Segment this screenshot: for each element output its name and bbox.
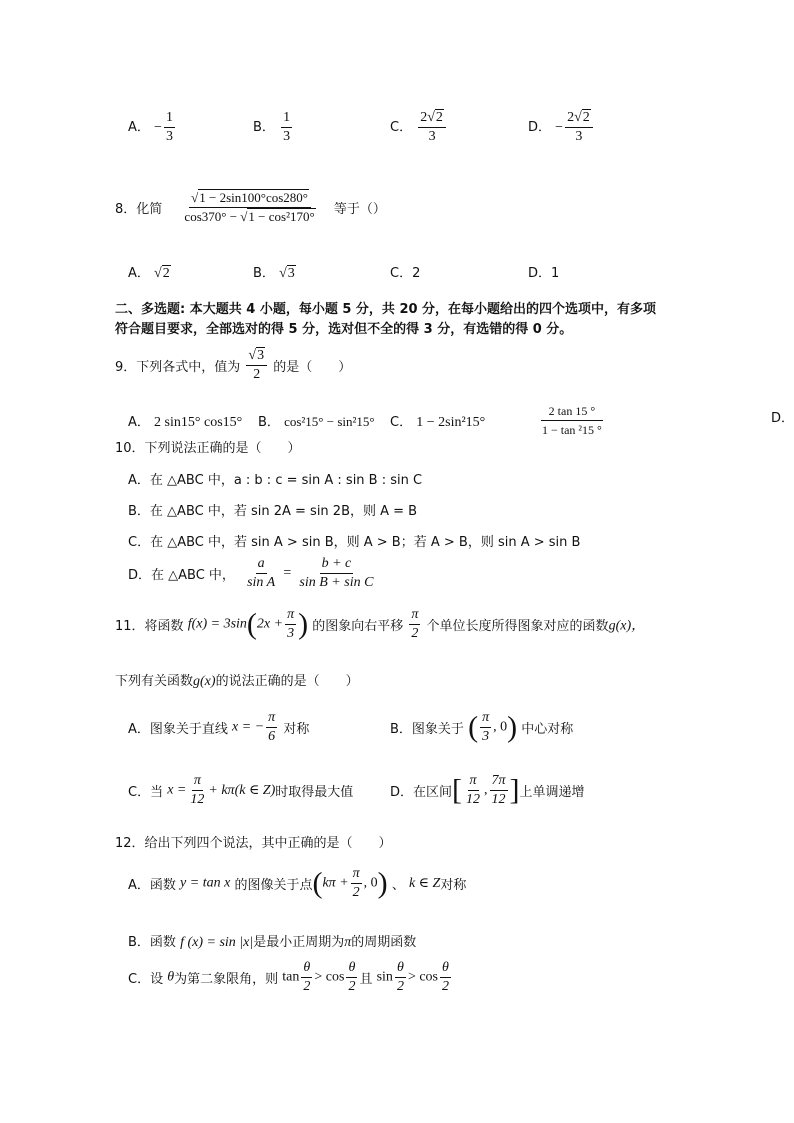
q11-option-a: A．图象关于直线 x = − $\frac{\pi}{6}$ 对称 [128,710,310,744]
q7-option-c: C． $\frac{2√2}{3}$ [390,110,448,145]
q10-option-a: A．在 △ABC 中，a : b : c = sin A : sin B : sin C [128,473,423,488]
section2-heading-line1: 二、多选题: 本大题共 4 小题，每小题 5 分，共 20 分，在每小题给出的四个选项中，有多项 [115,302,657,317]
q9-option-d-fraction: $\frac{2 \tan 15 ^\circ}{\text{1 − tan ²15 °}}$ [542,404,602,437]
q9-option-d-label: D． [771,411,794,426]
q9-stem: 9．下列各式中，值为 $\frac{√3}{2}$ 的是（ ） [115,348,352,382]
q8-option-d: D．1 [528,266,560,281]
q12-option-b: B．函数 f (x) = sin |x|是最小正周期为π的周期函数 [128,935,417,950]
q11-stem-line2: 下列有关函数g(x)的说法正确的是（ ） [115,674,359,689]
q12-stem: 12．给出下列四个说法，其中正确的是（ ） [115,836,392,851]
q7-option-a: A． − $\frac{1}{3}$ [128,110,173,144]
fraction: $\frac{2√2}{3}$ [418,110,446,145]
fraction: $\frac{1}{3}$ [283,110,291,144]
q8-option-c: C．2 [390,266,421,281]
q10-stem: 10．下列说法正确的是（ ） [115,441,301,456]
fraction: $\frac{2√2}{3}$ [565,110,593,145]
q11-option-c: C．当 x = $\frac{\pi}{12}$ + kπ(k ∈ Z)时取得最大值 [128,773,354,807]
q8-fraction: $\frac{√1 - 2\sin 100^\circ\cos 280^\circ}{\text{cos370° − √1 − cos²170°}}$ [184,190,315,224]
section2-heading-line2: 符合题目要求，全部选对的得 5 分，选对但不全的得 3 分，有选错的得 0 分。 [115,322,573,337]
q9-option-a: A． 2 sin15° cos15° [128,415,243,430]
q8-stem: 8．化简 $\frac{√1 - 2\sin 100^\circ\cos 280^\circ}{\text{cos370° − √1 − cos²170°}}$ 等于（） [115,190,386,224]
fraction: $\frac{1}{3}$ [165,110,173,144]
q10-option-c: C．在 △ABC 中，若 sin A > sin B，则 A > B；若 A > B，则 sin A > sin B [128,535,581,550]
q12-option-c: C．设 θ为第二象限角，则 tan $\frac{\theta}{2}$ > cos $\frac{\theta}{2}$ 且 sin $\frac{\theta}{2}$ > cos $\frac{\theta}{2}$ [128,960,449,994]
fraction: $\frac{√3}{2}$ [246,348,267,383]
q8-option-b: B． √3 [253,266,295,281]
q11-option-d: D．在区间[ $\frac{\pi}{12}$ , $\frac{7\pi}{12}$ ]上单调递增 [390,773,585,807]
q9-option-c: C． 1 − 2sin²15° [390,415,486,430]
q9-option-b: B． cos²15° − sin²15° [258,414,375,430]
q10-option-b: B．在 △ABC 中，若 sin 2A = sin 2B，则 A = B [128,504,418,519]
q7-option-b: B． $\frac{1}{3}$ [253,110,291,144]
q7-option-d: D． − $\frac{2√2}{3}$ [528,110,595,145]
q12-option-a: A．函数 y = tan x 的图像关于点(kπ + $\frac{\pi}{2}$ , 0) 、 k ∈ Z对称 [128,866,467,900]
q8-option-a: A． √2 [128,266,170,281]
q11-option-b: B．图象关于 ( $\frac{\pi}{3}$ , 0) 中心对称 [390,710,574,744]
q11-stem-line1: 11．将函数 f(x) = 3sin(2x + $\frac{\pi}{3}$ ) 的图象向右平移 $\frac{\pi}{2}$ 个单位长度所得图象对应的函数g(x)， [115,607,646,641]
q10-option-d: D．在 △ABC 中， $\frac{a}{\text{sin A}}$ = $\frac{b + c}{\text{sin B + sin C}}$ [128,556,374,590]
